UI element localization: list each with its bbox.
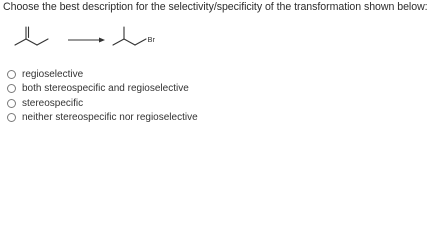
option-label: regioselective [22,68,84,80]
product-structure [113,27,146,45]
radio-button[interactable] [7,113,16,122]
question-text: Choose the best description for the selectivity/specificity of the transformation shown below: [3,1,428,13]
answer-options [7,67,198,125]
option-regioselective[interactable] [7,67,198,82]
option-label: neither stereospecific nor regioselective [22,112,198,124]
option-stereospecific[interactable] [7,96,198,111]
reaction-scheme [0,22,350,64]
reaction-arrow [68,38,105,43]
option-label: stereospecific [22,97,84,109]
option-label: both stereospecific and regioselective [22,83,189,95]
bromine-label: Br [147,35,155,44]
radio-button[interactable] [7,99,16,108]
radio-button[interactable] [7,84,16,93]
option-neither[interactable] [7,111,198,126]
radio-button[interactable] [7,70,16,79]
option-stereospecific-and-regioselective[interactable] [7,82,198,97]
reactant-structure [15,27,48,45]
